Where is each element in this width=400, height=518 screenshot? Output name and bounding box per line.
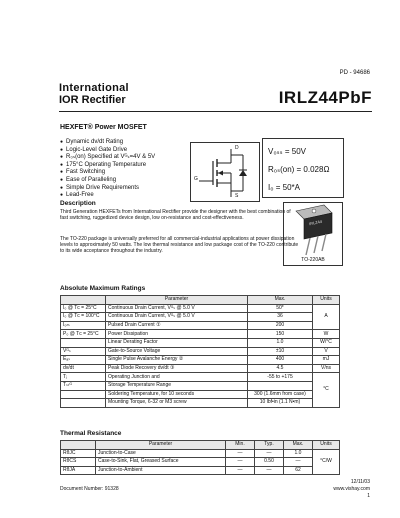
typ-cell: — bbox=[255, 466, 284, 475]
table-row bbox=[61, 449, 340, 458]
feature-item: ● 175°C Operating Temperature bbox=[60, 162, 155, 170]
symbol-cell: Tₛₜᴳ bbox=[61, 381, 106, 390]
symbol-cell bbox=[61, 338, 106, 347]
parameter-cell: Case-to-Sink, Flat, Greased Surface bbox=[96, 458, 226, 467]
table-row bbox=[61, 458, 340, 467]
table-row bbox=[61, 373, 340, 382]
table-row bbox=[61, 321, 340, 330]
symbol-cell: P₀ @ Tᴄ = 25°C bbox=[61, 330, 106, 339]
table-header-row bbox=[61, 296, 340, 305]
table-row bbox=[61, 381, 340, 390]
value-cell: ±10 bbox=[248, 347, 313, 356]
unit-cell: V/ns bbox=[313, 364, 340, 373]
table-row bbox=[61, 390, 340, 399]
feature-item: ● Simple Drive Requirements bbox=[60, 185, 155, 193]
website-link[interactable]: www.vishay.com bbox=[333, 486, 370, 492]
typ-cell: — bbox=[255, 449, 284, 458]
id-spec: I₀ = 50*A bbox=[268, 183, 301, 192]
unit-cell: °C bbox=[313, 373, 340, 407]
page-number: 1 bbox=[367, 493, 370, 499]
parameter-cell: Storage Temperature Range bbox=[106, 381, 248, 390]
abs-max-title: Absolute Maximum Ratings bbox=[60, 285, 146, 292]
gate-label: G bbox=[194, 176, 198, 182]
feature-item: ● Dynamic dv/dt Rating bbox=[60, 139, 155, 147]
company-logo bbox=[59, 94, 126, 106]
header-divider bbox=[59, 111, 372, 112]
feature-item: ● Ease of Paralleling bbox=[60, 177, 155, 185]
description-paragraph-1: Third Generation HEXFETs from International Rectifier provide the designer with the best combination of fast switching, ruggedized device design, low on-resistance and cost-effectiveness. bbox=[60, 209, 291, 221]
parameter-cell: Gate-to-Source Voltage bbox=[106, 347, 248, 356]
thermal-title: Thermal Resistance bbox=[60, 430, 122, 437]
parameter-cell: Junction-to-Ambient bbox=[96, 466, 226, 475]
table-row bbox=[61, 399, 340, 408]
table-row bbox=[61, 347, 340, 356]
min-cell: — bbox=[226, 449, 255, 458]
min-cell: — bbox=[226, 458, 255, 467]
column-header: Max. bbox=[284, 441, 313, 450]
parameter-cell: Operating Junction and bbox=[106, 373, 248, 382]
symbol-cell: dv/dt bbox=[61, 364, 106, 373]
symbol-cell: RθCS bbox=[61, 458, 96, 467]
revision-date: 12/11/03 bbox=[350, 479, 370, 485]
vdss-spec: V₀ₛₛ = 50V bbox=[268, 147, 306, 156]
unit-cell: W/°C bbox=[313, 338, 340, 347]
table-row bbox=[61, 356, 340, 365]
column-header bbox=[61, 296, 106, 305]
table-header-row bbox=[61, 441, 340, 450]
company-name-line1: International bbox=[59, 82, 129, 94]
column-header: Min. bbox=[226, 441, 255, 450]
parameter-cell: Junction-to-Case bbox=[96, 449, 226, 458]
package-marking: IRLZ44 bbox=[308, 218, 323, 227]
column-header: Parameter bbox=[96, 441, 226, 450]
symbol-cell: RθJC bbox=[61, 449, 96, 458]
value-cell: 36 bbox=[248, 313, 313, 322]
symbol-cell: I₀ₘ bbox=[61, 321, 106, 330]
symbol-cell bbox=[61, 390, 106, 399]
symbol-cell: Eₐₛ bbox=[61, 356, 106, 365]
value-cell: 50* bbox=[248, 304, 313, 313]
parameter-cell: Soldering Temperature, for 10 seconds bbox=[106, 390, 248, 399]
typ-cell: 0.50 bbox=[255, 458, 284, 467]
value-cell: 1.0 bbox=[248, 338, 313, 347]
thermal-table bbox=[60, 440, 340, 475]
feature-item: ● Logic-Level Gate Drive bbox=[60, 147, 155, 155]
table-row bbox=[61, 466, 340, 475]
value-cell: 400 bbox=[248, 356, 313, 365]
parameter-cell: Continuous Drain Current, Vᴳₛ @ 5.0 V bbox=[106, 313, 248, 322]
table-row bbox=[61, 338, 340, 347]
feature-item: ● Fast Switching bbox=[60, 169, 155, 177]
mosfet-symbol bbox=[190, 142, 260, 202]
parameter-cell: Peak Diode Recovery dv/dt ③ bbox=[106, 364, 248, 373]
description-paragraph-2: The TO-220 package is universally preferred for all commercial-industrial applications at power dissipation levels to approximately 50 watts. The low thermal resistance and low package cost of the TO-220 contribute to its wide acceptance throughout the industry. bbox=[60, 236, 299, 254]
unit-cell: °C/W bbox=[313, 449, 340, 475]
mosfet-symbol-icon bbox=[191, 143, 259, 201]
symbol-cell bbox=[61, 399, 106, 408]
company-name-line2: Rectifier bbox=[81, 94, 126, 106]
symbol-cell: I₀ @ Tᴄ = 100°C bbox=[61, 313, 106, 322]
symbol-cell: Vᴳₛ bbox=[61, 347, 106, 356]
parameter-cell: Mounting Torque, 6-32 or M3 screw bbox=[106, 399, 248, 408]
column-header: Max. bbox=[248, 296, 313, 305]
unit-cell: A bbox=[313, 304, 340, 330]
value-cell: 10 lbf•in (1.1 N•m) bbox=[248, 399, 313, 408]
column-header: Typ. bbox=[255, 441, 284, 450]
feature-list bbox=[60, 139, 155, 200]
table-row bbox=[61, 304, 340, 313]
table-row bbox=[61, 330, 340, 339]
max-cell: 1.0 bbox=[284, 449, 313, 458]
parameter-cell: Power Dissipation bbox=[106, 330, 248, 339]
parameter-cell: Linear Derating Factor bbox=[106, 338, 248, 347]
value-cell bbox=[248, 381, 313, 390]
column-header: Units bbox=[313, 441, 340, 450]
pd-number: PD - 94686 bbox=[339, 70, 370, 76]
column-header: Parameter bbox=[106, 296, 248, 305]
rds-on-spec: R₀ₛ(on) = 0.028Ω bbox=[268, 165, 330, 174]
max-cell: — bbox=[284, 458, 313, 467]
table-row bbox=[61, 364, 340, 373]
unit-cell: W bbox=[313, 330, 340, 339]
parameter-cell: Single Pulse Avalanche Energy ② bbox=[106, 356, 248, 365]
value-cell: -55 to +175 bbox=[248, 373, 313, 382]
ior-logo: IOR bbox=[59, 94, 79, 106]
max-cell: 62 bbox=[284, 466, 313, 475]
source-label: S bbox=[235, 193, 239, 199]
parameter-cell: Pulsed Drain Current ① bbox=[106, 321, 248, 330]
symbol-cell: I₀ @ Tᴄ = 25°C bbox=[61, 304, 106, 313]
key-specs-box bbox=[262, 138, 344, 198]
package-label: TO-220AB bbox=[301, 257, 325, 263]
unit-cell: V bbox=[313, 347, 340, 356]
min-cell: — bbox=[226, 466, 255, 475]
value-cell: 300 (1.6mm from case) bbox=[248, 390, 313, 399]
symbol-cell: Tⱼ bbox=[61, 373, 106, 382]
column-header bbox=[61, 441, 96, 450]
value-cell: 200 bbox=[248, 321, 313, 330]
parameter-cell: Continuous Drain Current, Vᴳₛ @ 5.0 V bbox=[106, 304, 248, 313]
abs-max-table bbox=[60, 295, 340, 408]
unit-cell: mJ bbox=[313, 356, 340, 365]
drain-label: D bbox=[235, 145, 239, 151]
part-number: IRLZ44PbF bbox=[278, 88, 372, 107]
document-number: Document Number: 91328 bbox=[60, 486, 119, 492]
feature-item: ● R₀ₛ(on) Specified at Vᴳₛ=4V & 5V bbox=[60, 154, 155, 162]
description-heading: Description bbox=[60, 200, 96, 207]
value-cell: 4.5 bbox=[248, 364, 313, 373]
product-subtitle: HEXFET® Power MOSFET bbox=[60, 124, 147, 131]
value-cell: 150 bbox=[248, 330, 313, 339]
column-header: Units bbox=[313, 296, 340, 305]
feature-item: ● Lead-Free bbox=[60, 192, 155, 200]
table-row bbox=[61, 313, 340, 322]
symbol-cell: RθJA bbox=[61, 466, 96, 475]
